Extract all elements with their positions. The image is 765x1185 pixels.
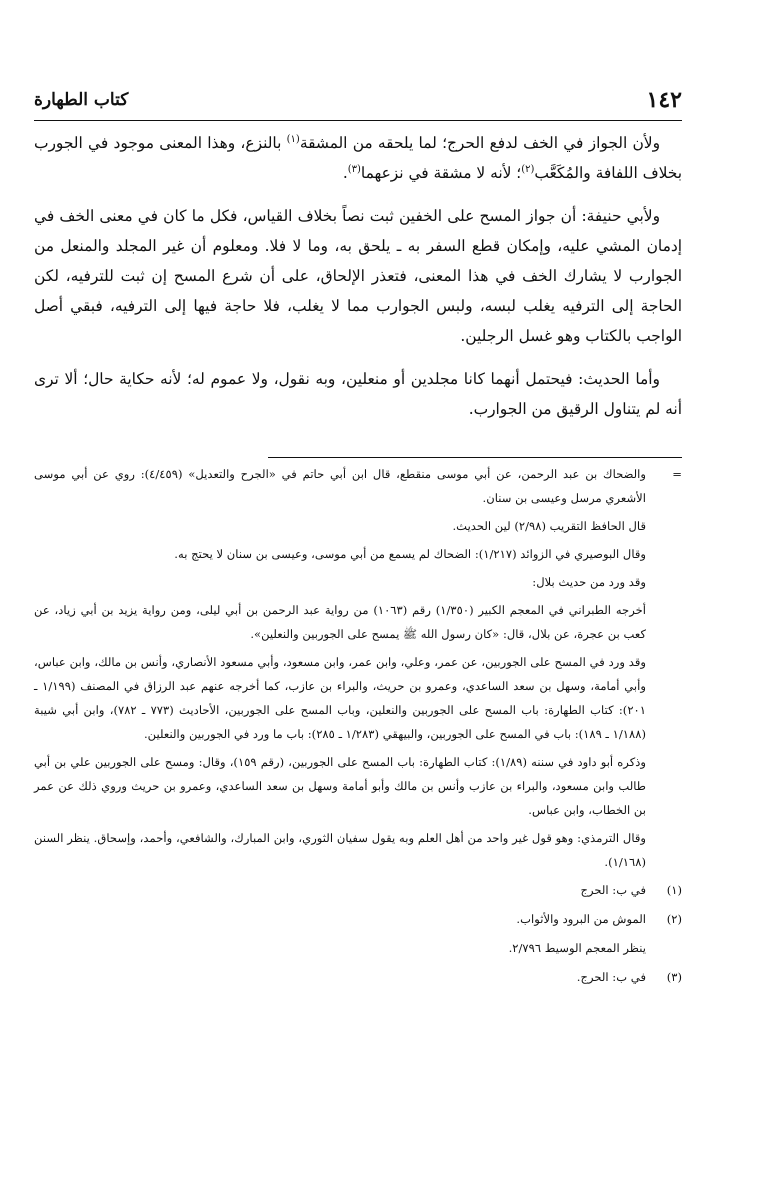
- footnote-number: (٣): [666, 970, 682, 984]
- page-number: ١٤٢: [646, 87, 682, 113]
- footnote-ref-2: (٢): [521, 163, 535, 175]
- paragraph-3: وأما الحديث: فيحتمل أنهما كانا مجلدين أو منعلين، وبه نقول، ولا عموم له؛ لأنه حكاية حال؛ ألا ترى أنه لم يتناول الرقيق من الجوارب.: [34, 370, 682, 418]
- footnote-continuation: [34, 462, 682, 874]
- continuation-paragraph: وذكره أبو داود في سننه (١/٨٩): كتاب الطهارة: باب المسح على الجوربين، (رقم ١٥٩)، وقال: ومسح على الجوربين علي بن أبي طالب وابن مسعود، والبراء بن عازب وأنس بن مالك وأبو أمامة وسهل بن سعد الساعدي، وعمرو بن حريث وروي ذلك عن عمر بن الخطاب، وابن عباس.: [34, 755, 646, 817]
- footnote-ref-1: (١): [286, 133, 300, 145]
- footnote-2: [34, 907, 682, 931]
- footnote-text: في ب: الحرج: [580, 883, 646, 897]
- footnote-ref-3: (٣): [347, 163, 361, 175]
- continuation-paragraph: قال الحافظ التقريب (٢/٩٨) لين الحديث.: [452, 519, 646, 533]
- continuation-paragraph: وقال الترمذي: وهو قول غير واحد من أهل العلم وبه يقول سفيان الثوري، وابن المبارك، والشافعي، وأحمد، وإسحاق. ينظر السنن (١/١٦٨).: [34, 831, 646, 869]
- p1-segment-d: .: [342, 164, 348, 182]
- p1-segment-b: بالنزع، وهذا المعنى موجود في الجورب بخلاف اللفافة والمُكَعَّب: [34, 134, 682, 182]
- footnote-1: [34, 878, 682, 902]
- footnote-2-reference: ينظر المعجم الوسيط ٢/٧٩٦.: [508, 941, 646, 955]
- continuation-paragraph: أخرجه الطبراني في المعجم الكبير (١/٣٥٠) رقم (١٠٦٣) من رواية عبد الرحمن بن أبي ليلى، ومن رواية يزيد بن أبي زياد، عن كعب بن عجرة، عن بلال، قال: «كان رسول الله ﷺ يمسح على الجوربين والنعلين».: [34, 603, 646, 641]
- footnote-3: [34, 965, 682, 989]
- footnote-text: في ب: الحرج.: [576, 970, 646, 984]
- continuation-paragraph: والضحاك بن عبد الرحمن، عن أبي موسى منقطع، قال ابن أبي حاتم في «الجرح والتعديل» (٤/٤٥٩): روي عن أبي موسى الأشعري مرسل وعيسى بن سنان.: [34, 467, 646, 505]
- running-title: كتاب الطهارة: [34, 90, 129, 110]
- main-text: [34, 128, 682, 437]
- paragraph-2: ولأبي حنيفة: أن جواز المسح على الخفين ثبت نصاً بخلاف القياس، فكل ما كان في معنى الخف في إدمان المشي عليه، وإمكان قطع السفر به ـ يلحق به، وما لا فلا. ومعلوم أن غير المجلد والمنعل من الجوارب لا يشارك الخف في هذا المعنى، فتعذر الإلحاق، على أن شرع المسح إن ثبت للترفيه، لكن الحاجة إلى الترفيه يغلب لبسه، ولبس الجوارب مما لا يغلب، فلا حاجة فيها إلى الترفيه، فبقي أصل الواجب بالكتاب وهو غسل الرجلين.: [34, 207, 682, 345]
- paragraph-1: [34, 128, 682, 188]
- footnote-number: (١): [666, 883, 682, 897]
- footnote-number: (٢): [666, 912, 682, 926]
- page-header: [34, 82, 682, 118]
- p1-segment-c: ؛ لأنه لا مشقة في نزعهما: [360, 164, 522, 182]
- header-rule: [34, 120, 682, 121]
- continuation-marker: =: [672, 467, 682, 481]
- continuation-paragraph: وقال البوصيري في الزوائد (١/٢١٧): الضحاك لم يسمع من أبي موسى، وعيسى بن سنان لا يحتج به.: [174, 547, 646, 561]
- continuation-paragraph: وقد ورد في المسح على الجوربين، عن عمر، وعلي، وابن عمر، وابن مسعود، وأبي مسعود الأنصاري، وأنس بن مالك، وابن عباس، وأبي أمامة، وسهل بن سعد الساعدي، وعمرو بن حريث، والبراء بن عازب، كما أخرجه عنهم عبد الرزاق في المصنف (١/١٩٩ ـ ٢٠١): كتاب الطهارة: باب المسح على الجوربين والنعلين، وباب المسح على الجوربين، الأحاديث (٧٧٣ ـ ٧٨٢)، وابن أبي شيبة (١/١٨٨ ـ ١٨٩): باب في المسح على الجوربين، والبيهقي (١/٢٨٣ ـ ٢٨٥): باب ما ورد في الجوربين والنعلين.: [34, 655, 646, 741]
- footnotes: [34, 462, 682, 994]
- footnote-separator: [268, 457, 682, 458]
- continuation-paragraph: وقد ورد من حديث بلال:: [532, 575, 646, 589]
- footnote-text: الموش من البرود والأثواب.: [516, 912, 646, 926]
- p1-segment-a: ولأن الجواز في الخف لدفع الحرج؛ لما يلحقه من المشقة: [299, 134, 660, 152]
